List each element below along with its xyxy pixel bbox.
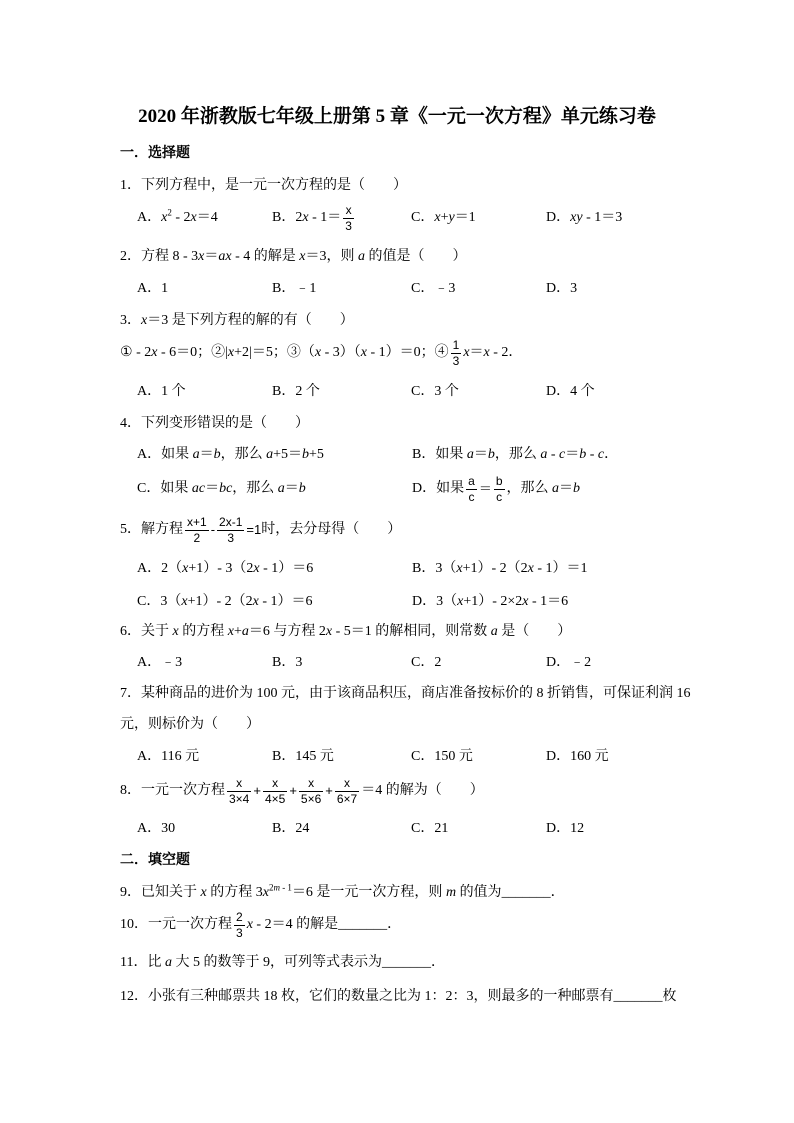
option-c: C．21: [411, 821, 449, 836]
math-variable: bc: [219, 481, 233, 496]
fraction-numerator: 2x-1: [219, 514, 243, 529]
power-term: [161, 208, 172, 228]
text-segment: D．如果: [412, 481, 465, 496]
math-variable: a: [277, 481, 285, 496]
math-variable: x: [190, 210, 197, 225]
text-segment: ＝6 是一元一次方程，则: [291, 885, 446, 900]
option-c: C．150 元: [411, 749, 473, 764]
power-term: [263, 883, 292, 903]
text-segment: - 3）（: [321, 345, 361, 360]
question-stem: [120, 622, 571, 642]
text-segment: 2．方程 8 - 3: [120, 249, 199, 264]
text-segment: ，那么: [232, 481, 278, 496]
text-segment: - 1）＝1: [533, 561, 588, 576]
question-stem: [120, 247, 467, 267]
option-b: [272, 202, 356, 233]
text-segment: 9．已知关于: [120, 885, 201, 900]
option-c: C．2: [411, 655, 442, 670]
option-d: D．3: [546, 281, 578, 296]
text-segment: B．如果: [412, 447, 467, 462]
text-segment: ＝4 的解为（ ）: [361, 783, 484, 798]
option-d: D．﹣2: [546, 655, 592, 670]
text-segment: A．2（: [137, 561, 183, 576]
text-segment: ＝1: [454, 210, 476, 225]
text-segment: ①: [120, 345, 133, 360]
math-variable: x: [172, 624, 179, 639]
option-c: C．3 个: [411, 384, 459, 399]
math-variable: x: [527, 561, 534, 576]
fraction: [217, 516, 244, 545]
section-heading-choice: 一．选择题: [120, 146, 190, 161]
text-segment: - 2: [171, 210, 191, 225]
option-c: [411, 208, 476, 228]
question-12: [120, 987, 677, 1007]
text-segment: ＝4: [196, 210, 218, 225]
math-variable: xy: [570, 210, 583, 225]
fraction-numerator: x: [227, 777, 251, 792]
answer-blank: _______: [501, 885, 551, 900]
fraction-denominator: c: [468, 489, 475, 504]
math-variable: x: [302, 210, 309, 225]
exponent: [269, 882, 292, 892]
text-segment: C．如果: [137, 481, 192, 496]
fraction-numerator: x: [335, 777, 359, 792]
text-segment: ．: [430, 955, 445, 970]
math-variable: a: [540, 447, 548, 462]
math-variable: b: [573, 481, 581, 496]
text-segment: 2: [268, 882, 274, 893]
text-segment: C．: [411, 210, 435, 225]
option-c: C．﹣3: [411, 281, 456, 296]
text-segment: A．如果: [137, 447, 193, 462]
math-variable: x: [360, 345, 367, 360]
option-b: B．2 个: [272, 384, 320, 399]
math-variable: a: [241, 624, 249, 639]
text-segment: ＝: [204, 249, 219, 264]
text-segment: ．: [604, 447, 619, 462]
text-segment: - 1＝: [308, 210, 342, 225]
text-segment: 的方程 3: [206, 885, 263, 900]
exponent: 2: [167, 207, 172, 218]
text-segment: C．3（: [137, 594, 182, 609]
math-variable: y: [448, 210, 455, 225]
text-segment: 6．关于: [120, 624, 173, 639]
math-variable: x: [151, 345, 158, 360]
math-variable: x: [227, 345, 235, 360]
text-segment: ＝3 是下列方程的解的有（ ）: [147, 313, 354, 328]
text-segment: - 2．: [489, 345, 523, 360]
math-variable: b: [487, 447, 495, 462]
fraction-denominator: 6×7: [336, 791, 358, 806]
minus-sign: -: [210, 522, 216, 537]
text-segment: ，那么: [494, 447, 541, 462]
text-segment: - 1）＝0；④: [366, 345, 449, 360]
math-variable: b: [579, 447, 587, 462]
fraction: [343, 204, 354, 233]
text-segment: 是（ ）: [497, 624, 572, 639]
text-segment: 12．小张有三种邮票共 18 枚，它们的数量之比为 1：2：3，则最多的一种邮票有: [120, 989, 614, 1004]
math-variable: x: [262, 885, 269, 900]
math-variable: x: [522, 594, 529, 609]
option-d: D．160 元: [546, 749, 609, 764]
math-variable: c: [597, 447, 605, 462]
text-segment: - 1＝6: [528, 594, 569, 609]
section-heading-fill: 二．填空题: [120, 853, 190, 868]
option-d: [546, 208, 622, 228]
option-d: D．4 个: [546, 384, 595, 399]
option-a: A．1 个: [137, 384, 186, 399]
question-stem: [120, 514, 402, 545]
text-segment: D．: [546, 210, 571, 225]
text-segment: +1）- 2（2: [462, 561, 528, 576]
text-segment: =1: [246, 522, 262, 537]
text-segment: 的方程: [178, 624, 228, 639]
text-segment: ，那么: [506, 481, 553, 496]
text-segment: 10．一元一次方程: [120, 917, 232, 932]
text-segment: - 4 的解是: [231, 249, 300, 264]
math-variable: x: [325, 624, 333, 639]
fraction-numerator: b: [495, 473, 503, 488]
fraction-denominator: 2: [193, 530, 201, 545]
option-a: A．116 元: [137, 749, 200, 764]
option-b: B．3: [272, 655, 303, 670]
text-segment: ＝: [478, 481, 492, 496]
text-segment: B．3（: [412, 561, 457, 576]
option-b: B．24: [272, 821, 310, 836]
equation-list: [120, 337, 523, 368]
fraction-denominator: c: [496, 489, 503, 504]
text-segment: +1）- 2×2: [463, 594, 523, 609]
math-variable: c: [559, 447, 566, 462]
text-segment: ＝3，则: [305, 249, 358, 264]
text-segment: 枚: [662, 989, 677, 1004]
math-variable: b: [302, 447, 310, 462]
text-segment: B．2: [272, 210, 303, 225]
math-variable: x: [314, 345, 322, 360]
math-variable: x: [198, 249, 205, 264]
plus-sign: +: [325, 783, 333, 798]
math-variable: a: [266, 447, 274, 462]
text-segment: ．: [387, 917, 402, 932]
option-a: [137, 445, 324, 465]
fraction-numerator: 1: [452, 337, 460, 352]
answer-blank: _______: [613, 989, 663, 1004]
question-9: [120, 883, 565, 903]
math-variable: x: [181, 594, 188, 609]
fraction-numerator: x+1: [187, 514, 207, 529]
text-segment: 3．: [120, 313, 141, 328]
text-segment: +2|＝5；③（: [234, 345, 315, 360]
option-b: B．﹣1: [272, 281, 317, 296]
math-variable: ac: [191, 481, 206, 496]
option-a: A．﹣3: [137, 655, 183, 670]
fraction-denominator: 3: [236, 925, 243, 940]
text-segment: 时，去分母得（ ）: [261, 522, 402, 537]
math-variable: x: [457, 594, 464, 609]
fraction-numerator: x: [299, 777, 323, 792]
option-a: A．1: [137, 281, 169, 296]
fraction-numerator: 2: [236, 909, 243, 924]
text-segment: 的值是（ ）: [365, 249, 467, 264]
fraction: [466, 475, 477, 504]
text-segment: ＝: [469, 345, 484, 360]
option-b: [412, 559, 588, 579]
fraction: [494, 475, 505, 504]
text-segment: ＝: [199, 447, 214, 462]
question-stem-continued: 元，则标价为（ ）: [120, 717, 260, 732]
option-d: [412, 473, 581, 504]
text-segment: +1）- 3（2: [188, 561, 254, 576]
text-segment: - 2: [132, 345, 152, 360]
question-11: [120, 953, 445, 973]
plus-sign: +: [289, 783, 297, 798]
fraction: [185, 516, 209, 545]
text-segment: ＝: [473, 447, 488, 462]
fraction: [234, 911, 245, 940]
text-segment: ＝6 与方程 2: [248, 624, 326, 639]
text-segment: ＝: [284, 481, 299, 496]
math-variable: a: [358, 249, 365, 264]
question-stem: 7．某种商品的进价为 100 元，由于该商品积压，商店准备按标价的 8 折销售，可保证利润 16: [120, 686, 691, 701]
fraction-denominator: 4×5: [264, 791, 286, 806]
text-segment: ＝: [565, 447, 580, 462]
text-segment: A．: [137, 210, 162, 225]
math-variable: a: [466, 447, 474, 462]
fraction-denominator: 3: [345, 218, 352, 233]
math-variable: x: [161, 210, 168, 225]
fraction-numerator: x: [343, 204, 354, 219]
text-segment: 5．解方程: [120, 522, 183, 537]
option-c: [137, 592, 313, 612]
question-stem: 4．下列变形错误的是（ ）: [120, 416, 309, 431]
text-segment: - 2＝4 的解是: [252, 917, 339, 932]
math-variable: x: [483, 345, 490, 360]
text-segment: - 5＝1 的解相同，则常数: [332, 624, 491, 639]
math-variable: x: [252, 594, 259, 609]
math-variable: x: [299, 249, 306, 264]
fraction-denominator: 5×6: [300, 791, 322, 806]
option-a: [137, 208, 218, 228]
text-segment: -: [547, 447, 560, 462]
math-variable: b: [298, 481, 306, 496]
math-variable: x: [253, 561, 260, 576]
math-variable: x: [246, 917, 253, 932]
math-variable: x: [200, 885, 207, 900]
fraction-denominator: 3×4: [229, 791, 250, 806]
fraction-numerator: a: [468, 473, 475, 488]
math-variable: a: [192, 447, 200, 462]
option-a: A．30: [137, 821, 176, 836]
option-d: [412, 592, 568, 612]
text-segment: ＝: [205, 481, 220, 496]
question-stem: [120, 311, 354, 331]
text-segment: D．3（: [412, 594, 458, 609]
math-variable: x: [463, 345, 470, 360]
math-variable: x: [182, 561, 189, 576]
option-b: B．145 元: [272, 749, 334, 764]
question-stem: [120, 775, 484, 806]
text-segment: 大 5 的数等于 9，可列等式表示为: [171, 955, 382, 970]
option-b: [412, 445, 618, 465]
fraction: [335, 777, 359, 806]
fraction-numerator: x: [263, 777, 287, 792]
math-variable: a: [164, 955, 172, 970]
text-segment: 的值为: [456, 885, 502, 900]
math-variable: ax: [218, 249, 232, 264]
fraction-denominator: 3: [452, 353, 460, 368]
math-variable: m: [273, 882, 280, 893]
math-variable: x: [434, 210, 441, 225]
math-variable: a: [490, 624, 498, 639]
text-segment: +1）- 2（2: [187, 594, 253, 609]
option-d: D．12: [546, 821, 585, 836]
text-segment: -: [586, 447, 598, 462]
question-stem: 1．下列方程中，是一元一次方程的是（ ）: [120, 178, 407, 193]
text-segment: +: [233, 624, 242, 639]
text-segment: - 1）＝6: [258, 594, 313, 609]
option-c: [137, 479, 306, 499]
fraction-denominator: 3: [227, 530, 235, 545]
plus-sign: +: [253, 783, 261, 798]
fraction: [451, 339, 462, 368]
text-segment: ＝: [559, 481, 574, 496]
text-segment: 8．一元一次方程: [120, 783, 225, 798]
text-segment: - 1: [279, 882, 292, 893]
math-variable: x: [227, 624, 234, 639]
text-segment: - 6＝0；②|: [157, 345, 228, 360]
math-variable: b: [213, 447, 221, 462]
math-variable: a: [552, 481, 560, 496]
text-segment: ，那么: [220, 447, 267, 462]
answer-blank: _______: [338, 917, 388, 932]
text-segment: 11．比: [120, 955, 165, 970]
text-segment: - 1）＝6: [259, 561, 314, 576]
page-title: 2020 年浙教版七年级上册第 5 章《一元一次方程》单元练习卷: [138, 106, 656, 127]
text-segment: +5: [309, 447, 324, 462]
text-segment: - 1＝3: [582, 210, 623, 225]
text-segment: +: [440, 210, 449, 225]
math-variable: m: [445, 885, 457, 900]
fraction: [299, 777, 323, 806]
fraction: [263, 777, 287, 806]
answer-blank: _______: [381, 955, 431, 970]
question-10: [120, 909, 402, 940]
text-segment: +5＝: [273, 447, 303, 462]
option-a: [137, 559, 313, 579]
math-variable: x: [456, 561, 463, 576]
fraction: [227, 777, 251, 806]
math-variable: x: [141, 313, 148, 328]
text-segment: ．: [550, 885, 565, 900]
